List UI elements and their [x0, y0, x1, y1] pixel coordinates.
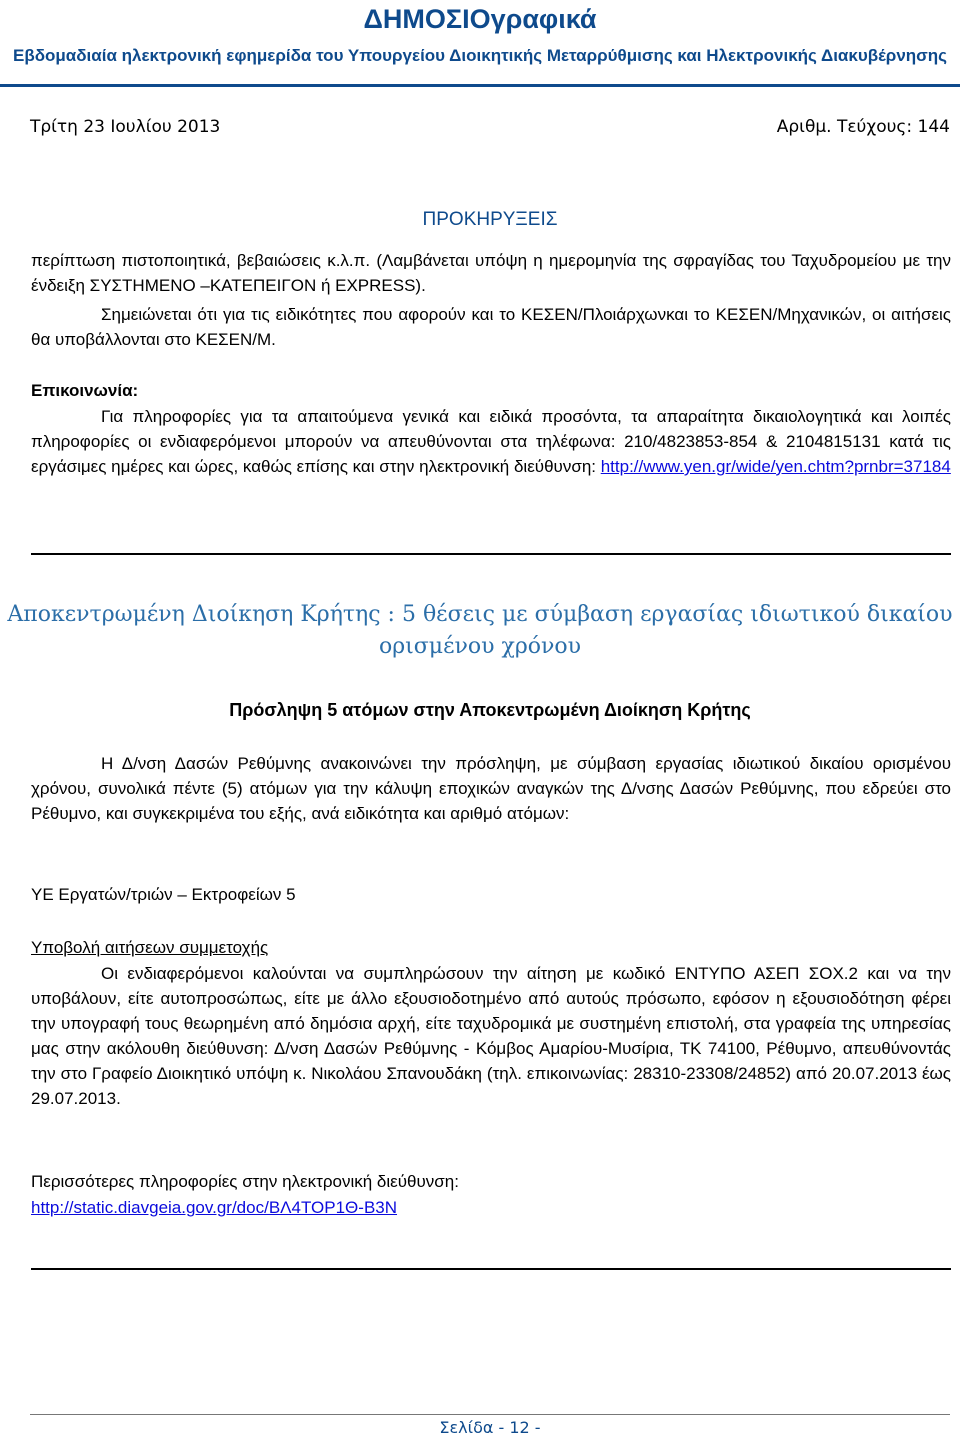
article-subtitle: Πρόσληψη 5 ατόμων στην Αποκεντρωμένη Διοίκηση Κρήτης: [229, 700, 751, 720]
masthead-subtitle: Εβδομαδιαία ηλεκτρονική εφημερίδα του Υπουργείου Διοικητικής Μεταρρύθμισης και Ηλεκτρονικής Διακυβέρνησης: [12, 46, 948, 65]
contact-label: Επικοινωνία:: [31, 381, 139, 400]
issue-line: [30, 117, 950, 137]
section-divider: [31, 553, 951, 555]
apply-heading: Υποβολή αιτήσεων συμμετοχής: [31, 938, 269, 957]
page-number: Σελίδα - 12 -: [439, 1418, 541, 1437]
intro-paragraph-2: Σημειώνεται ότι για τις ειδικότητες που αφορούν και το ΚΕΣΕΝ/Πλοιάρχωνκαι το ΚΕΣΕΝ/Μηχανικών, οι αιτήσεις θα υποβάλλονται στο ΚΕΣΕΝ/Μ.: [31, 305, 951, 349]
section-title: ΠΡΟΚΗΡΥΞΕΙΣ: [422, 209, 558, 230]
intro-paragraph-1: περίπτωση πιστοποιητικά, βεβαιώσεις κ.λ.π. (Λαμβάνεται υπόψη η ημερομηνία της σφραγίδας του Ταχυδρομείου με την ένδειξη ΣΥΣΤΗΜΕΝΟ –ΚΑΤΕΠΕΙΓΟΝ ή EXPRESS).: [31, 251, 951, 295]
issue-date: Τρίτη 23 Ιουλίου 2013: [30, 117, 221, 137]
article-title: Αποκεντρωμένη Διοίκηση Κρήτης : 5 θέσεις με σύμβαση εργασίας ιδιωτικού δικαίου ορισμένου χρόνου: [7, 602, 953, 659]
diavgeia-link[interactable]: http://static.diavgeia.gov.gr/doc/ΒΛ4ΤΟΡ1Θ-Β3Ν: [31, 1198, 398, 1217]
more-info-text: Περισσότερες πληροφορίες στην ηλεκτρονική διεύθυνση:: [31, 1172, 459, 1191]
contact-paragraph: [31, 404, 951, 479]
issue-number: Αριθμ. Τεύχους: 144: [776, 117, 950, 137]
yen-link[interactable]: http://www.yen.gr/wide/yen.chtm?prnbr=37184: [600, 457, 951, 476]
header-divider: [0, 84, 960, 87]
masthead-title: ΔΗΜΟΣΙΟγραφικά: [363, 4, 597, 34]
footer-divider: [30, 1414, 950, 1415]
article-end-divider: [31, 1268, 951, 1270]
apply-paragraph: Οι ενδιαφερόμενοι καλούνται να συμπληρώσουν την αίτηση με κωδικό ΕΝΤΥΠΟ ΑΣΕΠ ΣΟΧ.2 και να την υποβάλουν, είτε αυτοπροσώπως, είτε με άλλο εξουσιοδοτημένο από αυτούς πρόσωπο, εφόσον η εξουσιοδότηση φέρει την υπογραφή τους θεωρημένη από δημόσια αρχή, είτε ταχυδρομικά με συστημένη επιστολή, στα γραφεία της υπηρεσίας μας στην ακόλουθη διεύθυνση: Δ/νση Δασών Ρεθύμνης - Κόμβος Αμαρίου-Μυσίρια, ΤΚ 74100, Ρέθυμνο, απευθύνοντάς την στο Γραφείο Διοικητικό υπόψη κ. Νικολάου Σπανουδάκη (τηλ. επικοινωνίας: 28310-23308/24852) από 20.07.2013 έως 29.07.2013.: [31, 964, 951, 1108]
specialty-line: ΥΕ Εργατών/τριών – Εκτροφείων 5: [31, 885, 296, 904]
more-info-link-line: [31, 1195, 951, 1220]
article-body: Η Δ/νση Δασών Ρεθύμνης ανακοινώνει την πρόσληψη, με σύμβαση εργασίας ιδιωτικού δικαίου ορισμένου χρόνου, συνολικά πέντε (5) ατόμων για την κάλυψη εποχικών αναγκών της Δ/νσης Δασών Ρεθύμνης, που εδρεύει στο Ρέθυμνο, και συγκεκριμένα του εξής, ανά ειδικότητα και αριθμό ατόμων:: [31, 754, 951, 823]
contact-text: Για πληροφορίες για τα απαιτούμενα γενικά και ειδικά προσόντα, τα απαραίτητα δικαιολογητικά και λοιπές πληροφορίες οι ενδιαφερόμενοι μπορούν να απευθύνονται στα τηλέφωνα: 210/4823853-854 & 2104815131 κατά τις εργάσιμες ημέρες και ώρες, καθώς επίσης και στην ηλεκτρονική διεύθυνση:: [31, 407, 951, 476]
